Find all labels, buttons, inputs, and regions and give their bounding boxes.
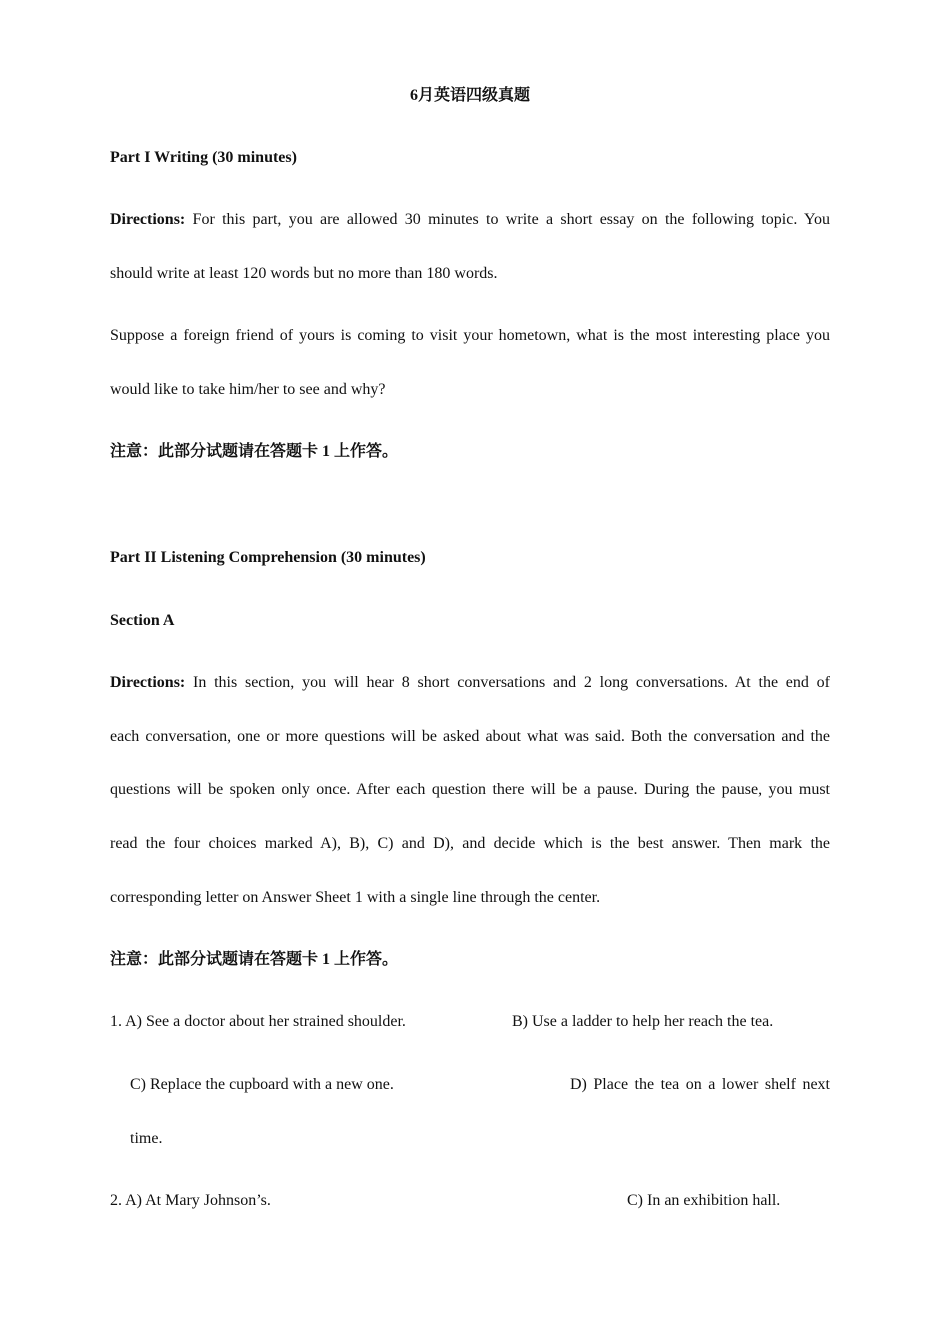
directions-text: For this part, you are allowed 30 minutes to write a short essay on the following topic. You — [185, 211, 830, 228]
question-1-option-d: D) Place the tea on a lower shelf next — [570, 1076, 830, 1093]
part1-topic-line1: Suppose a foreign friend of yours is coming to visit your hometown, what is the most interesting place you — [110, 327, 830, 344]
question-1-option-a: 1. A) See a doctor about her strained shoulder. — [110, 1013, 406, 1030]
part1-note: 注意：此部分试题请在答题卡 1 上作答。 — [110, 443, 399, 460]
directions-text: In this section, you will hear 8 short conversations and 2 long conversations. At the end of — [185, 674, 830, 691]
part1-heading: Part I Writing (30 minutes) — [110, 149, 297, 166]
part2-note: 注意：此部分试题请在答题卡 1 上作答。 — [110, 951, 399, 968]
part2-heading: Part II Listening Comprehension (30 minutes) — [110, 549, 426, 566]
part2-directions-line4: read the four choices marked A), B), C) and D), and decide which is the best answer. Then mark the — [110, 835, 830, 852]
directions-label: Directions: — [110, 211, 186, 228]
part2-directions-line5: corresponding letter on Answer Sheet 1 with a single line through the center. — [110, 889, 601, 906]
question-1-option-c: C) Replace the cupboard with a new one. — [130, 1076, 394, 1093]
part2-directions-line2: each conversation, one or more questions will be asked about what was said. Both the conversation and the — [110, 728, 830, 745]
directions-label: Directions: — [110, 674, 186, 691]
part2-directions-line1 — [110, 672, 830, 694]
part1-topic-line2: would like to take him/her to see and why? — [110, 381, 386, 398]
question-2-option-c: C) In an exhibition hall. — [627, 1192, 781, 1209]
part1-directions-line2: should write at least 120 words but no more than 180 words. — [110, 265, 498, 282]
question-1-option-d-continued: time. — [130, 1130, 163, 1147]
section-a-heading: Section A — [110, 612, 175, 629]
part2-directions-line3: questions will be spoken only once. After each question there will be a pause. During the pause, you must — [110, 781, 830, 798]
question-1-option-b: B) Use a ladder to help her reach the tea. — [512, 1013, 774, 1030]
part1-directions-line1 — [110, 209, 830, 231]
question-2-option-a: 2. A) At Mary Johnson’s. — [110, 1192, 271, 1209]
page-title: 6月英语四级真题 — [409, 87, 530, 104]
